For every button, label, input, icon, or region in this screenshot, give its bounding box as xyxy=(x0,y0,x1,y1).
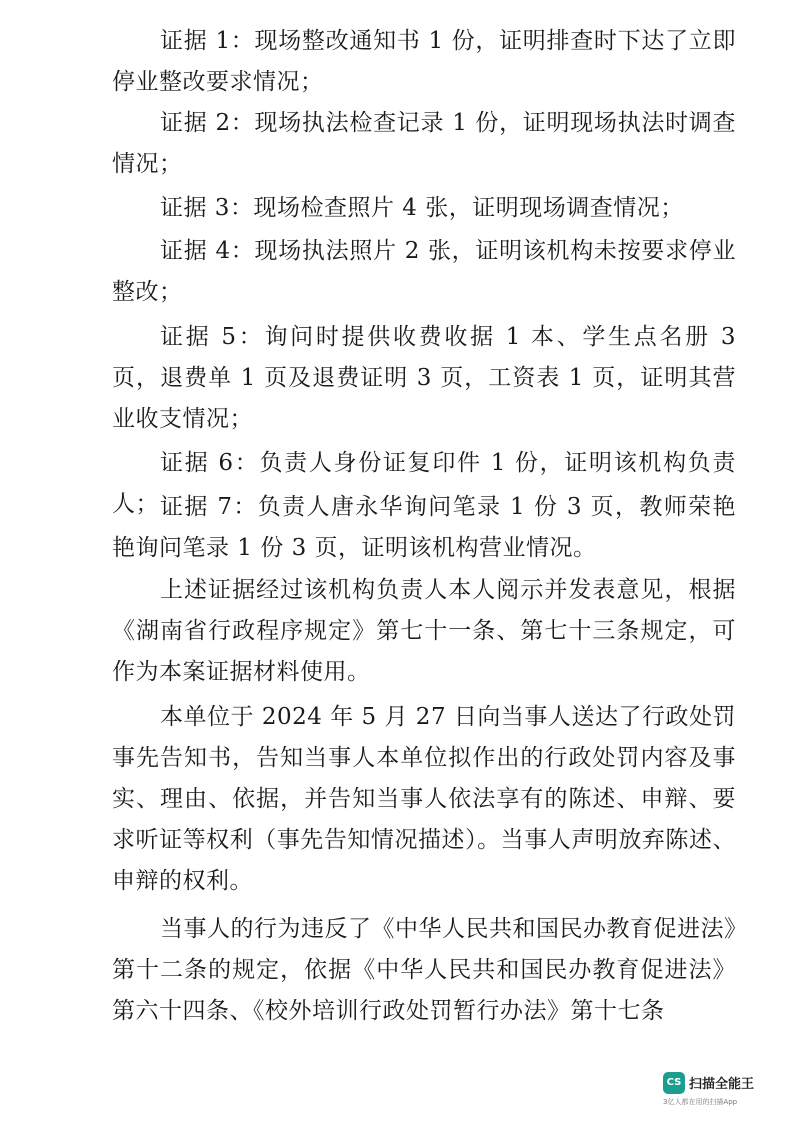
paragraph-evidence-usage: 上述证据经过该机构负责人本人阅示并发表意见，根据《湖南省行政程序规定》第七十一条、第七十三条规定，可作为本案证据材料使用。 xyxy=(112,577,736,685)
paragraph-evidence-6: 证据 6：负责人身份证复印件 1 份，证明该机构负责人； xyxy=(112,450,736,517)
paragraph-evidence-2: 证据 2：现场执法检查记录 1 份，证明现场执法时调查情况； xyxy=(112,110,736,177)
paragraph-violation: 当事人的行为违反了《中华人民共和国民办教育促进法》第十二条的规定，依据《中华人民共和国民办教育促进法》第六十四条、《校外培训行政处罚暂行办法》第十七条 xyxy=(112,916,736,1024)
paragraph-evidence-5: 证据 5：询问时提供收费收据 1 本、学生点名册 3 页，退费单 1 页及退费证明 3 页，工资表 1 页，证明其营业收支情况； xyxy=(112,324,736,432)
paragraph-prior-notice: 本单位于 2024 年 5 月 27 日向当事人送达了行政处罚事先告知书，告知当事人本单位拟作出的行政处罚内容及事实、理由、依据，并告知当事人依法享有的陈述、申辩、要求听证等权利（事先告知情况描述）。当事人声明放弃陈述、申辩的权利。 xyxy=(112,704,736,894)
paragraph-evidence-7: 证据 7：负责人唐永华询问笔录 1 份 3 页，教师荣艳艳询问笔录 1 份 3 页，证明该机构营业情况。 xyxy=(112,494,736,561)
scanner-watermark xyxy=(663,1070,781,1110)
watermark-app-name: 扫描全能王 xyxy=(689,1077,755,1092)
paragraph-evidence-1: 证据 1：现场整改通知书 1 份，证明排查时下达了立即停业整改要求情况； xyxy=(112,28,736,95)
watermark-tagline: 3亿人都在用的扫描App xyxy=(663,1098,738,1106)
cs-logo-icon: CS xyxy=(663,1072,685,1094)
paragraph-evidence-3: 证据 3：现场检查照片 4 张，证明现场调查情况； xyxy=(160,195,684,221)
paragraph-evidence-4: 证据 4：现场执法照片 2 张，证明该机构未按要求停业整改； xyxy=(112,238,736,305)
